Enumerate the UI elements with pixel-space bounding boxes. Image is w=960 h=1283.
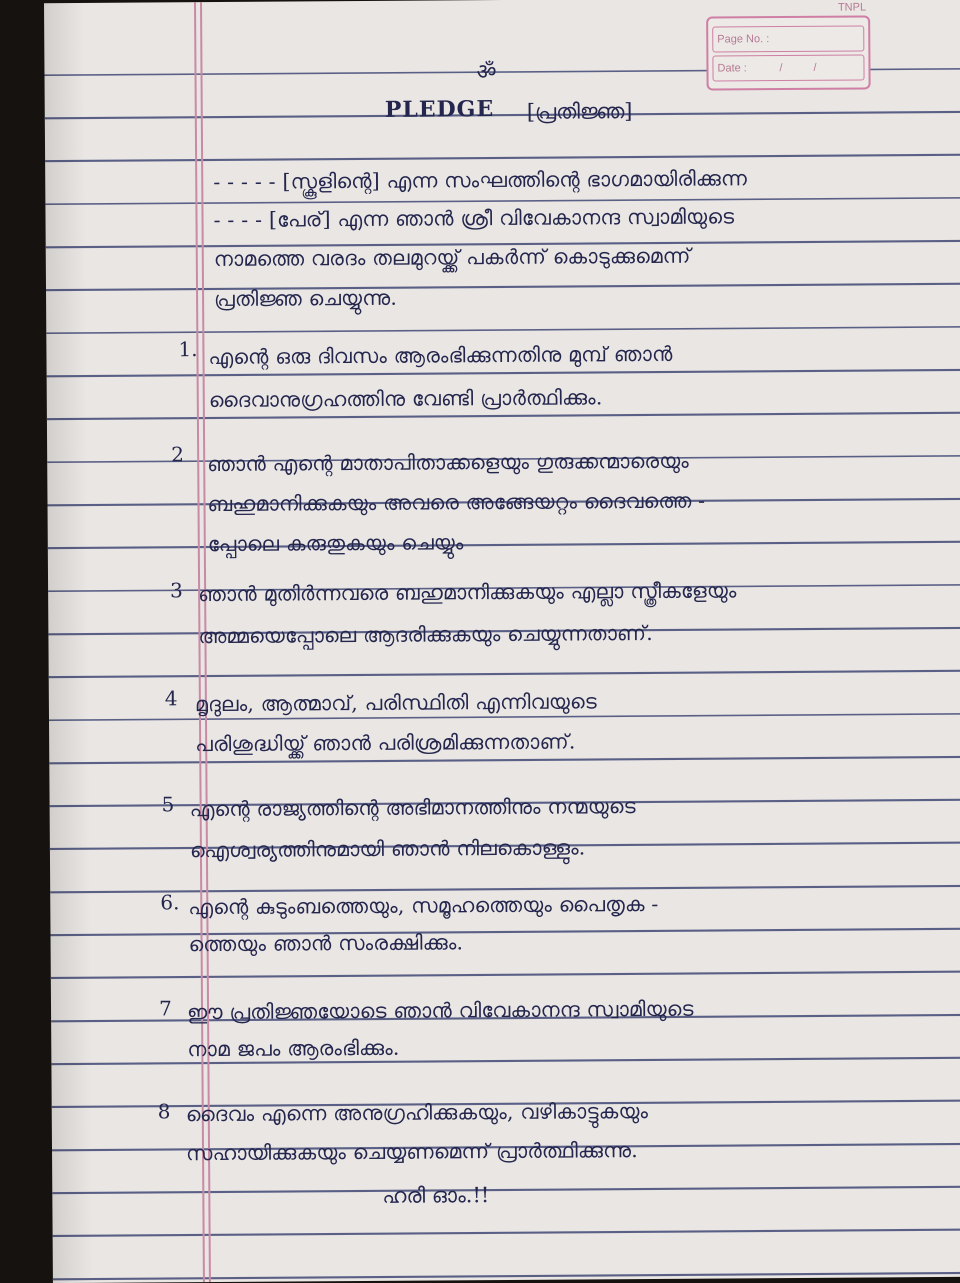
- pledge-line: പ്പോലെ കരുതുകയും ചെയ്യും: [207, 530, 464, 557]
- pledge-number: 6.: [160, 890, 180, 915]
- om-symbol: ॐ: [476, 60, 497, 86]
- date-field: Date : / /: [712, 54, 864, 81]
- pledge-line: എന്റെ രാജ്യത്തിന്റെ അഭിമാനത്തിനും നന്മയുടെ: [189, 794, 636, 822]
- closing-text: ഹരി ഓം.!!: [382, 1183, 490, 1208]
- pledge-line: ത്തെയും ഞാൻ സംരക്ഷിക്കും.: [188, 930, 464, 957]
- pledge-number: 5: [161, 792, 175, 817]
- intro-line: പ്രതിജ്ഞ ചെയ്യുന്നു.: [213, 285, 398, 312]
- pledge-number: 1.: [178, 337, 198, 362]
- page-title-malayalam: [പ്രതിജ്ഞ]: [526, 99, 633, 124]
- pledge-number: 4: [164, 686, 178, 711]
- pledge-number: 8: [157, 1099, 171, 1124]
- intro-line: - - - - - [സ്കൂളിന്റെ] എന്ന സംഘത്തിന്റെ ഭാഗമായിരിക്കുന്ന: [213, 166, 748, 195]
- page-no-field: Page No. :: [712, 25, 864, 52]
- pledge-line: എന്റെ ഒരു ദിവസം ആരംഭിക്കുന്നതിനു മുമ്പ് ഞാൻ: [208, 341, 673, 370]
- pledge-line: നാമ ജപം ആരംഭിക്കും.: [187, 1035, 400, 1062]
- intro-line: - - - - [പേര്] എന്ന ഞാൻ ശ്രീ വിവേകാനന്ദ സ്വാമിയുടെ: [213, 204, 735, 233]
- pledge-line: ഞാൻ എന്റെ മാതാപിതാക്കളെയും ഗുരുക്കന്മാരെയും: [207, 448, 690, 477]
- pledge-line: ദൈവം എന്നെ അനുഗ്രഹിക്കുകയും, വഴികാട്ടുകയും: [185, 1099, 649, 1127]
- pledge-line: പരിശുദ്ധിയ്ക്ക് ഞാൻ പരിശ്രമിക്കുന്നതാണ്.: [195, 729, 576, 757]
- pledge-number: 2: [171, 442, 184, 467]
- notebook-brand: TNPL: [837, 1, 867, 14]
- page-title: PLEDGE: [384, 96, 495, 123]
- pledge-line: ഈ പ്രതിജ്ഞയോടെ ഞാൻ വിവേകാനന്ദ സ്വാമിയുടെ: [186, 996, 694, 1025]
- pledge-line: ദൈവാനുഗ്രഹത്തിനു വേണ്ടി പ്രാർത്ഥിക്കും.: [208, 385, 603, 413]
- pledge-number: 7: [158, 996, 172, 1021]
- pledge-line: ബഹുമാനിക്കുകയും അവരെ അങ്ങേയറ്റം ദൈവത്തെ -: [207, 488, 706, 517]
- intro-line: നാമത്തെ വരദം തലമുറയ്ക്ക് പകർന്ന് കൊടുക്കുമെന്ന്: [213, 243, 691, 272]
- pledge-line: അമ്മയെപ്പോലെ ആദരിക്കുകയും ചെയ്യുന്നതാണ്.: [198, 620, 654, 649]
- pledge-number: 3: [170, 578, 183, 603]
- pledge-line: എന്റെ കുടുംബത്തെയും, സമൂഹത്തെയും പൈതൃക -: [188, 891, 659, 920]
- pledge-line: ഞാൻ മുതിർന്നവരെ ബഹുമാനിക്കുകയും എല്ലാ സ്ത്രീകളേയും: [198, 578, 737, 607]
- page-date-box: [706, 1, 871, 90]
- pledge-line: മൃദുലം, ആത്മാവ്, പരിസ്ഥിതി എന്നിവയുടെ: [194, 689, 597, 717]
- pledge-line: സഹായിക്കുകയും ചെയ്യണമെന്ന് പ്രാർത്ഥിക്കുന്നു.: [185, 1138, 639, 1166]
- notebook-page: [44, 0, 960, 1283]
- pledge-line: ഐശ്വര്യത്തിനുമായി ഞാൻ നിലകൊള്ളും.: [189, 835, 586, 863]
